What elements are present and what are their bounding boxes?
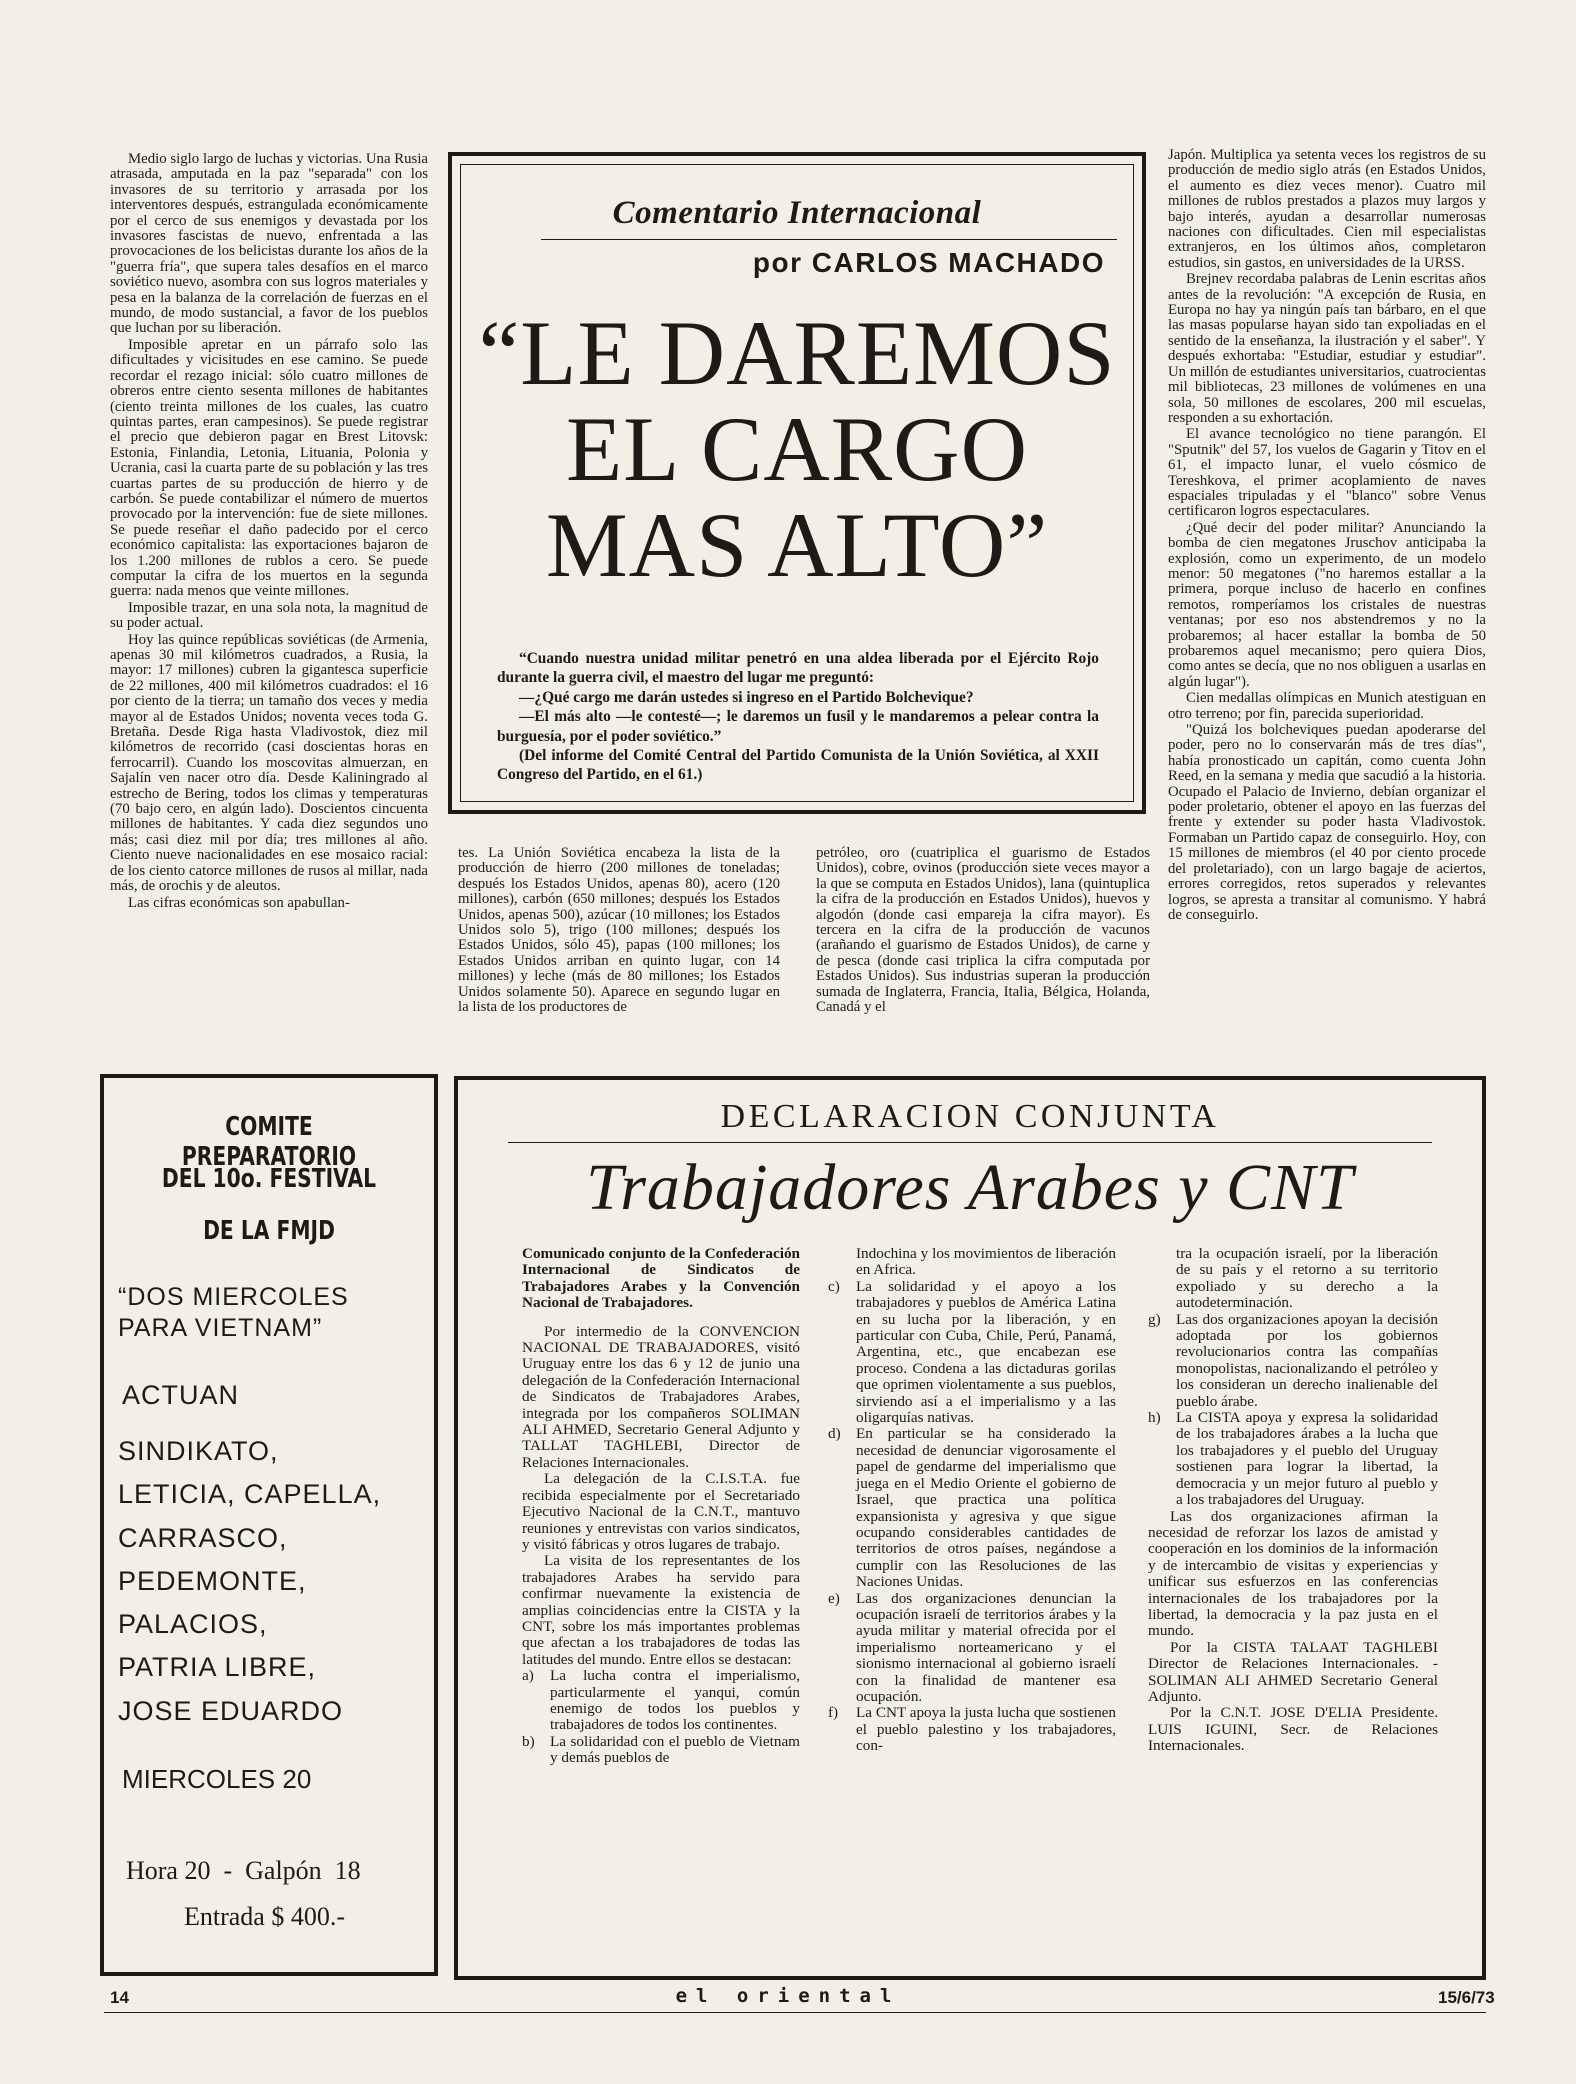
list-item (828, 1705, 1116, 1754)
list-item (828, 1591, 1116, 1706)
paragraph: Hoy las quince repúblicas soviéticas (de Armenia, apenas 30 mil kilómetros cuadrados, a Rusia, la mayor: 17 millones) cubren la gigantesca superficie de 22 millones, 400 mil kilómetros cuadrados: el 16 por ciento de la tierra; un tamaño dos veces y media mayor al de Estados Unidos; noventa veces toda G. Bretaña. Desde Riga hasta Vladivostok, diez mil kilómetros de recorrido (casi doscientas horas en ferrocarril). Cuando los moscovitas almuerzan, en Sajalín ven nacer otro día. Desde Kaliningrado al estrecho de Bering, todos los climas y temperaturas (70 bajo cero, en algún lado). Doscientos cincuenta millones de habitantes. Y cada diez segundos uno más; casi diez mil por día; tres millones al año. Ciento nueve nacionalidades en ese mosaico racial: de los ciento catorce millones de rusos al millar, nada más, de orochis y de aleutos. (110, 631, 428, 895)
page-number: 14 (110, 1988, 129, 2007)
list-item (1148, 1312, 1438, 1410)
kicker-rule (508, 1142, 1432, 1143)
ad-entry-price: Entrada $ 400.- (184, 1902, 346, 1931)
declaracion-column-1 (522, 1246, 800, 1767)
paragraph: Imposible trazar, en una sola nota, la magnitud de su poder actual. (110, 599, 428, 632)
item-letter: b) (522, 1732, 535, 1750)
item-text: Las dos organizaciones denuncian la ocupación israelí de territorios árabes y la ayuda militar y material ofrecida por el imperialismo norteamericano y el sionismo internacional al gobierno israelí con la finalidad de mantener esa ocupación. (856, 1589, 1116, 1705)
paragraph: petróleo, oro (cuatriplica el guarismo de Estados Unidos), cobre, ovinos (producción siete veces mayor a la que se computa en Estados Unidos), lana (quintuplica la cifra de la producción en Estados Unidos), huevos y algodón (donde casi empareja la cifra mayor). Es tercera en la cifra de la producción de vacunos (arañando el guarismo de Estados Unidos), de carne y de pesca (donde casi triplica la cifra computada por Estados Unidos). Sus industrias superan la producción sumada de Inglaterra, Francia, Italia, Bélgica, Holanda, Canadá y el (816, 845, 1150, 1016)
section-kicker: Comentario Internacional (612, 195, 982, 231)
article-column-2 (458, 846, 780, 1015)
paragraph: tes. La Unión Soviética encabeza la lista de la producción de hierro (200 millones de toneladas; después los Estados Unidos, apenas 80), acero (120 millones), carbón (650 millones; después los Estados Unidos, apenas 500), azúcar (10 millones; los Estados Unidos solo 5), trigo (100 millones; después los Estados Unidos, sólo 45), papas (100 millones; los Estados Unidos arriban en quinto lugar, con 14 millones) y leche (más de 80 millones; los Estados Unidos solamente 50). Aparece en segundo lugar en la lista de los productores de (458, 845, 780, 1016)
ad-artists (118, 1430, 381, 1733)
artist-line: PALACIOS, (118, 1609, 268, 1640)
paragraph: Imposible apretar en un párrafo solo las dificultades y vicisitudes en ese camino. Se puede recordar el rezago inicial: sólo cuatro millones de obreros entre ciento sesenta millones de habitantes (ciento treinta millones de los cuales, las cuatro quintas partes, eran campesinos). Se puede registrar el precio que debieron pagar en Brest Litovsk: Estonia, Finlandia, Letonia, Lituania, Polonia y Ucrania, casi la cuarta parte de su población y las tres cuartas partes de su producción de hierro y de carbón. Se puede contabilizar el número de muertos provocado por la intervención: fue de siete millones. Se puede reseñar el daño padecido por el cerco económico capitalista: las exportaciones bajaron de los 1.200 millones de rublos a cero. Se puede computar la cifra de los muertos en la segunda guerra: nada menos que veinte millones. (110, 336, 428, 600)
paragraph: La delegación de la C.I.S.T.A. fue recibida especialmente por el Secretariado Ejecutivo Nacional de la C.N.T., mantuvo reuniones y entrevistas con varios sindicatos, y visitó fábricas y otros lugares de trabajo. (522, 1470, 800, 1553)
list-item (828, 1279, 1116, 1427)
slogan-line: PARA VIETNAM” (118, 1314, 323, 1342)
article-column-3 (816, 846, 1150, 1015)
festival-ad-box (100, 1074, 438, 1976)
quote-paragraph: —¿Qué cargo me darán ustedes si ingreso en el Partido Bolchevique? (519, 688, 974, 706)
epigraph-quote (497, 649, 1099, 785)
paragraph: Brejnev recordaba palabras de Lenin escritas años antes de la revolución: "A excepción de Rusia, en Europa no hay ya ningún país tan bárbaro, en el que las masas popularse hayan sido tan expoliadas en el sentido de la enseñanza, la ilustración y el saber". Y después exhortaba: "Estudiar, estudiar y estudiar". Un millón de estudiantes universitarios, cuatrocientas mil bibliotecas, 23 millones de volúmenes en una sola, 50 millones de escolares, 200 mil escuelas, responden a su exhortación. (1168, 271, 1486, 426)
item-text: La lucha contra el imperialismo, particularmente el yanqui, común enemigo de todos los pueblos y trabajadores de todos los continentes. (550, 1667, 800, 1734)
headline-line: EL CARGO (565, 398, 1029, 500)
artist-line: PEDEMONTE, (118, 1565, 307, 1596)
ad-heading-line: COMITE PREPARATORIO (181, 1112, 357, 1172)
list-item (522, 1668, 800, 1734)
item-text: Las dos organizaciones apoyan la decisión adoptada por los gobiernos revolucionarios contra las compañías monopolistas, nacionalizando el petróleo y los consideran un derecho inalienable del pueblo árabe. (1176, 1310, 1438, 1410)
ad-hour-venue: Hora 20 - Galpón 18 (126, 1856, 361, 1885)
paragraph: Medio siglo largo de luchas y victorias. Una Rusia atrasada, amputada en la paz "separada" con los invasores de su territorio y arrasada por los interventores después, estrangulada económicamente por el cerco de sus enemigos y devastada por los invasores fascistas de nuevo, enfrentada a las provocaciones de los belicistas durante los años de la "guerra fría", que supera tales desafíos en el marco soviético nuevo, asombra con sus logros materiales y pesa en la balanza de la correlación de fuerzas en el mundo, de modo sustancial, a favor de los pueblos que luchan por su liberación. (110, 151, 428, 337)
signature: Por la C.N.T. JOSE D'ELIA Presidente. LUIS IGUINI, Secr. de Relaciones Internacionales. (1148, 1704, 1438, 1755)
item-letter: e) (828, 1589, 840, 1607)
paragraph: ¿Qué decir del poder militar? Anunciando la bomba de cien megatones Jruschov anticipaba la explosión, como un experimento, de un modelo menor: 50 megatones ("no haremos estallar a la primera, porque incluso de hacerlo en confines remotos, romperíamos los cristales de nuestras ventanas; por eso nos abstendremos y no la probaremos; al hacer estallar la bomba de 50 probaremos aquel mecanismo; pero quiera Dios, como antes se decía, que no nos obliguen a usarlas en algún lugar"). (1168, 519, 1486, 690)
item-letter: c) (828, 1277, 840, 1295)
byline: por CARLOS MACHADO (752, 247, 1105, 278)
quote-paragraph: —El más alto —le contesté—; le daremos un fusil y le mandaremos a pelear contra la burguesía, por el poder soviético.” (497, 708, 1099, 745)
slogan-line: “DOS MIERCOLES (118, 1283, 349, 1311)
ad-heading-line: DE LA FMJD (203, 1216, 335, 1246)
list-item (522, 1734, 800, 1767)
paragraph: Por intermedio de la CONVENCION NACIONAL DE TRABAJADORES, visitó Uruguay entre los das 6 y 12 de junio una delegación de la Confederación Internacional de Sindicatos de Trabajadores Arabes, integrada por los compañeros SOLIMAN ALI AHMED, Secretario General Adjunto y TALLAT TAGHLEBI, Director de Relaciones Internacionales. (522, 1322, 800, 1471)
paragraph: Cien medallas olímpicas en Munich atestiguan en otro terreno; por fin, parecida superioridad. (1168, 690, 1486, 722)
article-column-1 (110, 152, 428, 911)
kicker-rule (541, 239, 1117, 240)
lead-paragraph: Comunicado conjunto de la Confederación Internacional de Sindicatos de Trabajadores Arabes y la Convención Nacional de Trabajadores. (522, 1245, 800, 1312)
comentario-inner-frame (460, 164, 1134, 802)
paragraph: Las dos organizaciones afirman la necesidad de reforzar los lazos de amistad y cooperación en los dominios de la información y de intercambio de visitas y experiencias y unificar sus esfuerzos en las conferencias internacionales de los trabajadores por la libertad, la democracia y la paz justa en el mundo. (1148, 1507, 1438, 1640)
item-letter: a) (522, 1667, 534, 1685)
paragraph: "Quizá los bolcheviques puedan apoderarse del poder, pero no lo conservarán más de tres días", había pronosticado un capitán, como cuenta John Reed, en la semana y media que sacudió a la historia. Ocupado el Palacio de Invierno, debían organizar el poder proletario, obtener el apoyo en las fuerzas del frente y extender su poder hasta Vladivostok. Formaban un Partido capaz de conseguirlo. Hoy, con 15 millones de miembros (el 40 por ciento procede del proletariado), con un largo bagaje de aciertos, errores corregidos, retos superados y relevantes logros, se apresta a transitar al comunismo. Y habrá de conseguirlo. (1168, 722, 1486, 923)
paragraph: El avance tecnológico no tiene parangón. El "Sputnik" del 57, los vuelos de Gagarin y Titov en el 61, el impacto lunar, el vuelo cósmico de Tereshkova, el primer acoplamiento de naves espaciales tripuladas y el "blanco" sobre Venus certificaron logros espectaculares. (1168, 426, 1486, 520)
article-column-4 (1168, 148, 1486, 923)
artist-line: CARRASCO, (118, 1522, 288, 1553)
headline (461, 302, 1133, 596)
item-text: La solidaridad y el apoyo a los trabajadores y pueblos de América Latina en su lucha por la liberación, y en particular con Cuba, Chile, Perú, Panamá, Argentina, etc., que encabezan ese proceso. Condena a las dictaduras gorilas que oprimen violentamente a sus pueblos, sirviendo así a el imperialismo y a las oligarquías nativas. (856, 1277, 1116, 1427)
headline-line: “LE DAREMOS (478, 302, 1116, 404)
paragraph: Japón. Multiplica ya setenta veces los registros de su producción de medio siglo atrás (en Estados Unidos, el aumento es diez veces menor). Cuatro mil millones de rublos prestados a plazos muy largos y bajo interés, ayudan a desarrollar numerosas naciones con dificultades. Cien mil especialistas extranjeros, en los últimos años, completaron estudios, sin gastos, en universidades de la URSS. (1168, 147, 1486, 271)
item-letter: g) (1148, 1310, 1161, 1328)
signature: Por la CISTA TALAAT TAGHLEBI Director de Relaciones Internacionales. - SOLIMAN ALI AHMED Secretario General Adjunto. (1148, 1638, 1438, 1705)
item-letter: d) (828, 1425, 841, 1443)
artist-line: PATRIA LIBRE, (118, 1652, 317, 1683)
artist-line: JOSE EDUARDO (118, 1695, 344, 1726)
quote-paragraph: “Cuando nuestra unidad militar penetró en una aldea liberada por el Ejército Rojo durante la guerra civil, el maestro del lugar me preguntó: (497, 650, 1099, 687)
item-letter: h) (1148, 1409, 1161, 1427)
comentario-box (448, 152, 1146, 814)
masthead: el oriental (675, 1985, 901, 2007)
publication-date: 15/6/73 (1438, 1988, 1495, 2007)
list-item (1148, 1410, 1438, 1508)
headline-line: MAS ALTO” (545, 494, 1049, 596)
list-item (828, 1426, 1116, 1590)
declaracion-box (454, 1076, 1486, 1980)
footer-rule (104, 2012, 1486, 2013)
item-continuation: Indochina y los movimientos de liberación en Africa. (856, 1245, 1116, 1279)
quote-paragraph: (Del informe del Comité Central del Partido Comunista de la Unión Soviética, al XXII Congreso del Partido, en el 61.) (497, 747, 1099, 784)
artist-line: LETICIA, CAPELLA, (118, 1479, 382, 1510)
ad-heading-line: DEL 10o. FESTIVAL (161, 1164, 377, 1194)
ad-slogan (118, 1282, 426, 1344)
paragraph: Las cifras económicas son apabullan- (128, 894, 350, 911)
declaracion-column-2 (828, 1246, 1116, 1755)
artist-line: SINDIKATO, (118, 1436, 279, 1466)
item-text: En particular se ha considerado la necesidad de denunciar vigorosamente el papel de gendarme del imperialismo que juega en el Medio Oriente el gobierno de Israel, que practica una política expansionista y agresiva y que sigue ocupando considerables cantidades de territorios de otros países, negándose a cumplir con las Resoluciones de las Naciones Unidas. (856, 1425, 1116, 1591)
ad-actuan: ACTUAN (122, 1380, 240, 1410)
item-text: La solidaridad con el pueblo de Vietnam y demás pueblos de (550, 1732, 800, 1767)
declaracion-column-3 (1148, 1246, 1438, 1755)
ad-date: MIERCOLES 20 (122, 1764, 312, 1794)
item-letter: f) (828, 1704, 839, 1722)
declaracion-title: Trabajadores Arabes y CNT (586, 1151, 1354, 1224)
item-continuation: tra la ocupación israelí, por la liberación de su país y el retorno a su territorio expoliado y su derecho a la autodeterminación. (1176, 1245, 1438, 1312)
paragraph: La visita de los representantes de los trabajadores Arabes ha servido para confirmar nuevamente la existencia de amplias coincidencias entre la CISTA y la CNT, sobre los más importantes problemas que afectan a los trabajadores de todas las latitudes del mundo. Entre ellos se destacan: (522, 1552, 800, 1668)
item-text: La CNT apoya la justa lucha que sostienen el pueblo palestino y los trabajadores, con- (856, 1704, 1116, 1755)
section-kicker: DECLARACION CONJUNTA (720, 1098, 1220, 1135)
item-text: La CISTA apoya y expresa la solidaridad de los trabajadores árabes a la lucha que los trabajadores y el pueblo del Uruguay sostienen para lograr la libertad, la democracia y un mejor futuro al pueblo y a los trabajadores del Uruguay. (1176, 1409, 1438, 1509)
